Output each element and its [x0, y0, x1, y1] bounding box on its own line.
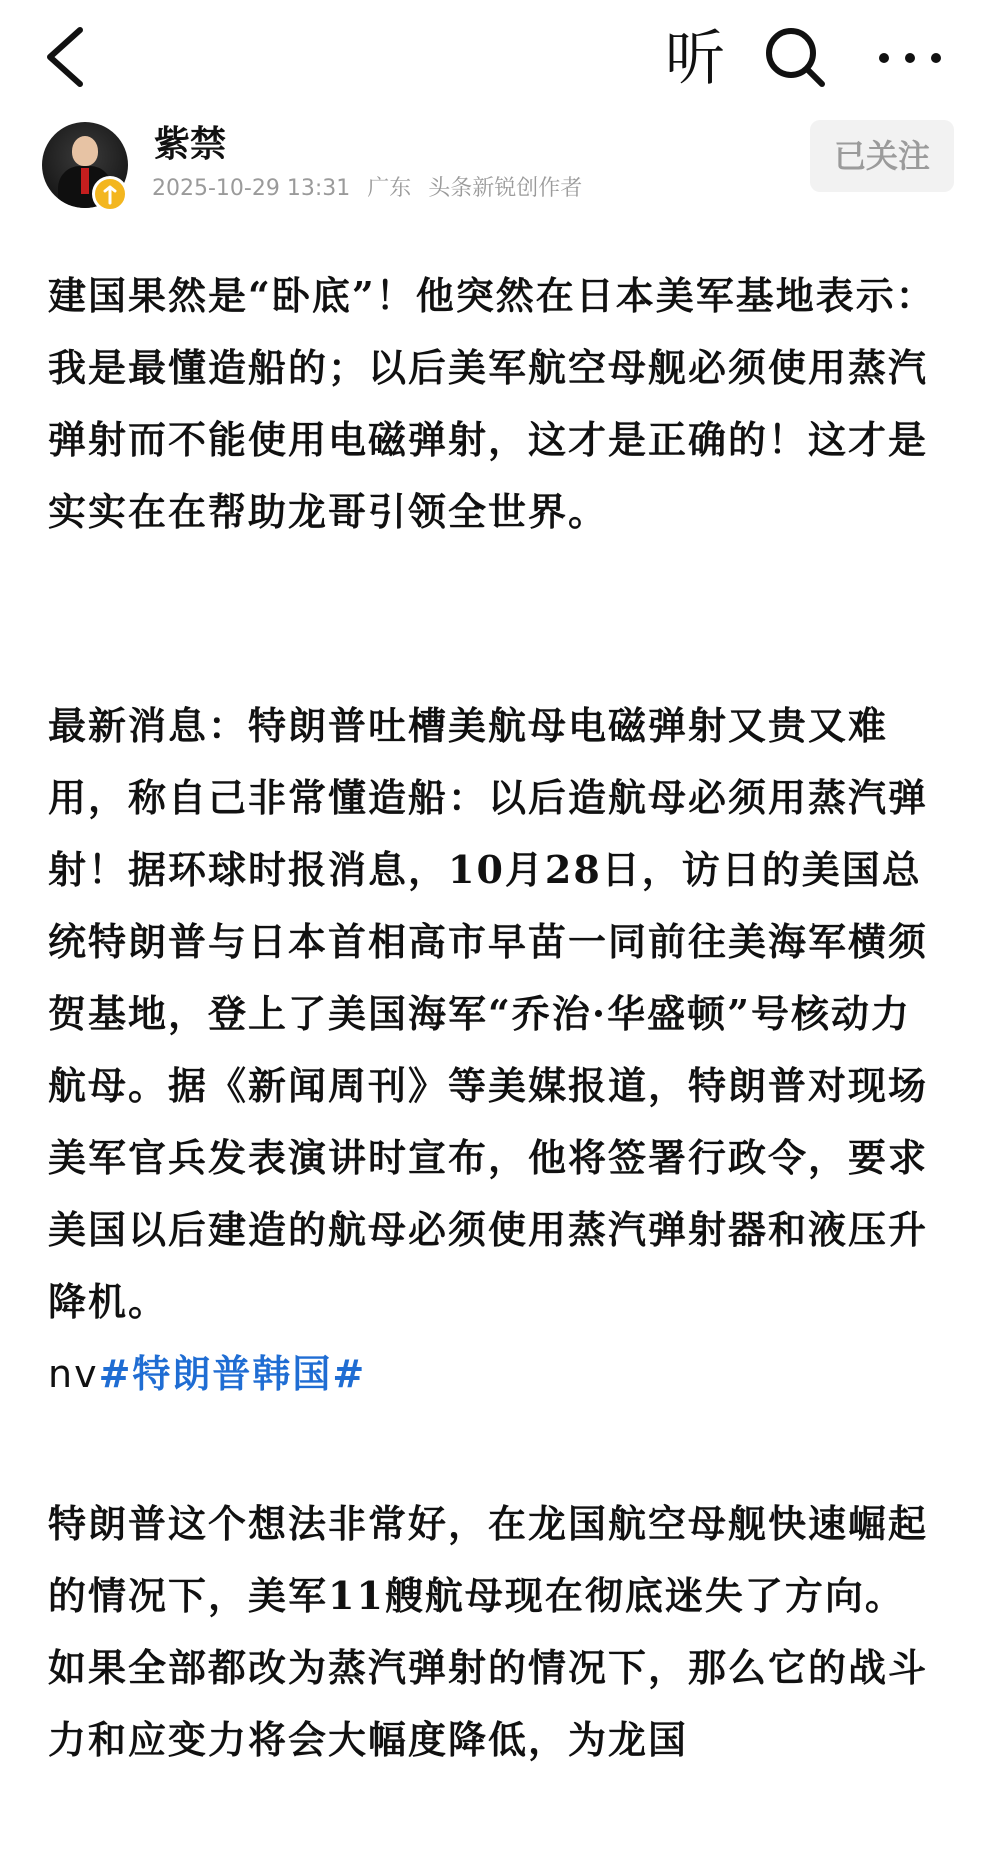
topic-hashtag-link[interactable]: #特朗普韩国# — [98, 1351, 367, 1396]
search-icon — [762, 24, 828, 90]
article-body — [48, 260, 938, 1776]
search-button[interactable] — [762, 24, 828, 90]
chevron-left-icon — [40, 22, 90, 92]
author-header — [0, 118, 986, 218]
avatar-figure-head — [72, 136, 98, 166]
author-meta — [152, 174, 592, 204]
author-name[interactable]: 紫禁 — [154, 123, 227, 165]
article-paragraph: 最新消息：特朗普吐槽美航母电磁弹射又贵又难用，称自己非常懂造船：以后造航母必须用蒸汽弹射！据环球时报消息，10月28日，访日的美国总统特朗普与日本首相高市早苗一同前往美海军横须贺基地，登上了美国海军“乔治·华盛顿”号核动力航母。据《新闻周刊》等美媒报道，特朗普对现场美军官兵发表演讲时宣布，他将签署行政令，要求美国以后建造的航母必须使用蒸汽弹射器和液压升降机。 — [48, 703, 929, 1324]
listen-button[interactable]: 听 — [665, 24, 725, 94]
topic-line — [48, 1338, 938, 1410]
publish-location: 广东 — [367, 176, 412, 201]
more-options-button[interactable] — [870, 30, 950, 86]
verified-badge-icon — [92, 176, 128, 212]
top-nav-bar — [0, 0, 986, 118]
article-paragraph: 特朗普这个想法非常好，在龙国航空母舰快速崛起的情况下，美军11艘航母现在彻底迷失了方向。如果全部都改为蒸汽弹射的情况下，那么它的战斗力和应变力将会大幅度降低，为龙国 — [48, 1501, 929, 1762]
publish-date: 2025-10-29 13:31 — [152, 176, 351, 201]
author-title: 头条新锐创作者 — [428, 176, 583, 201]
back-button[interactable] — [40, 22, 90, 92]
avatar-figure-tie — [81, 168, 89, 194]
follow-button[interactable]: 已关注 — [810, 120, 954, 192]
article-paragraph: 建国果然是“卧底”！他突然在日本美军基地表示：我是最懂造船的；以后美军航空母舰必须使用蒸汽弹射而不能使用电磁弹射，这才是正确的！这才是实实在在帮助龙哥引领全世界。 — [48, 273, 936, 534]
topic-prefix: nv — [48, 1352, 99, 1396]
more-horizontal-icon — [870, 30, 950, 86]
